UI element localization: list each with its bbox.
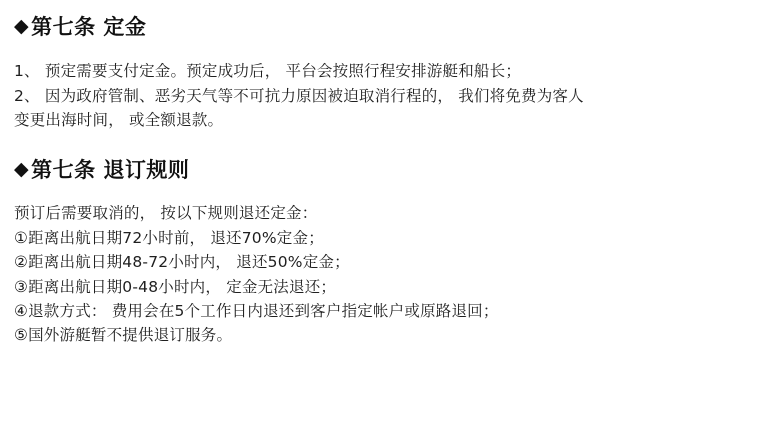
- list-item: ②距离出航日期48-72小时内， 退还50%定金；: [14, 253, 350, 272]
- body-line: 变更出海时间， 或全额退款。: [14, 111, 224, 130]
- section-heading-cancellation: [14, 157, 752, 184]
- diamond-bullet-icon: ◆: [14, 15, 30, 38]
- section-heading-text: 第七条 退订规则: [31, 157, 190, 182]
- list-item: ④退款方式： 费用会在5个工作日内退还到客户指定帐户或原路退回；: [14, 301, 499, 320]
- body-line: 1、 预定需要支付定金。预定成功后， 平台会按照行程安排游艇和船长；: [14, 62, 522, 81]
- section-body-cancellation: [14, 201, 752, 348]
- section-body-deposit: [14, 59, 752, 132]
- list-item: ⑤国外游艇暂不提供退订服务。: [14, 326, 233, 345]
- body-line: 2、 因为政府管制、恶劣天气等不可抗力原因被迫取消行程的， 我们将免费为客人: [14, 86, 584, 105]
- section-heading-deposit: [14, 14, 752, 41]
- diamond-bullet-icon: ◆: [14, 157, 30, 180]
- list-item: ③距离出航日期0-48小时内， 定金无法退还；: [14, 277, 337, 296]
- list-item: ①距离出航日期72小时前， 退还70%定金；: [14, 228, 324, 247]
- body-line: 预订后需要取消的， 按以下规则退还定金：: [14, 204, 318, 223]
- section-heading-text: 第七条 定金: [31, 15, 147, 39]
